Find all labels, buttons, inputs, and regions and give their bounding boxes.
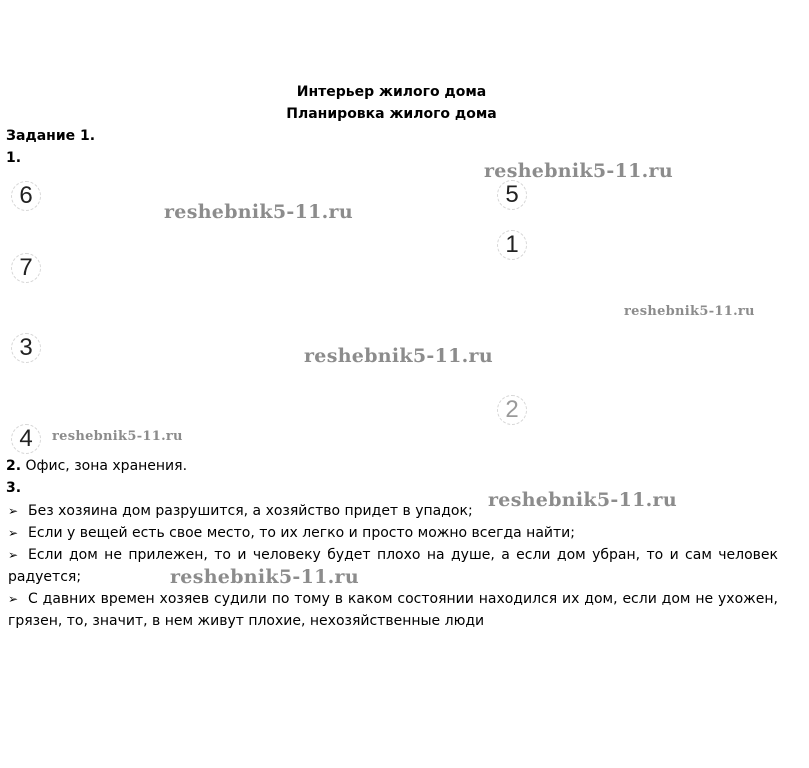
bullet-text: Если дом не прилежен, то и человеку будет плохо на душе, а если дом убран, то и сам человек радуется; <box>8 547 778 585</box>
task-label: Задание 1. <box>6 128 96 144</box>
bullet-item <box>8 500 778 522</box>
document-subtitle: Планировка жилого дома <box>286 106 497 122</box>
plan-number-6: 6 <box>11 181 41 211</box>
task-item-2-text: Офис, зона хранения. <box>21 458 188 474</box>
bullet-item <box>8 588 778 632</box>
plan-number-1: 1 <box>497 230 527 260</box>
plan-number-7: 7 <box>11 253 41 283</box>
watermark: reshebnik5-11.ru <box>170 566 359 588</box>
watermark: reshebnik5-11.ru <box>52 429 183 444</box>
watermark: reshebnik5-11.ru <box>624 304 755 319</box>
bullet-arrow-icon: ➢ <box>8 504 19 518</box>
task-item-2-number: 2. <box>6 458 22 474</box>
plan-number-5: 5 <box>497 180 527 210</box>
bullet-arrow-icon: ➢ <box>8 548 19 562</box>
bullet-item <box>8 522 778 544</box>
watermark: reshebnik5-11.ru <box>484 160 673 182</box>
document-title: Интерьер жилого дома <box>296 84 487 100</box>
bullet-text: С давних времен хозяев судили по тому в каком состоянии находился их дом, если дом не ухожен, грязен, то, значит, в нем живут плохие, нехозяйственные люди <box>8 591 778 629</box>
plan-number-3: 3 <box>11 333 41 363</box>
bullet-arrow-icon: ➢ <box>8 526 19 540</box>
watermark: reshebnik5-11.ru <box>304 345 493 367</box>
bullet-text: Если у вещей есть свое место, то их легко и просто можно всегда найти; <box>28 525 575 541</box>
watermark: reshebnik5-11.ru <box>488 489 677 511</box>
bullet-arrow-icon: ➢ <box>8 592 19 606</box>
task-item-1: 1. <box>6 150 22 166</box>
watermark: reshebnik5-11.ru <box>164 201 353 223</box>
plan-number-4: 4 <box>11 424 41 454</box>
bullet-item <box>8 544 778 588</box>
task-item-2 <box>6 458 187 474</box>
task-item-3: 3. <box>6 480 22 496</box>
bullet-text: Без хозяина дом разрушится, а хозяйство придет в упадок; <box>28 503 473 519</box>
plan-number-2: 2 <box>497 395 527 425</box>
